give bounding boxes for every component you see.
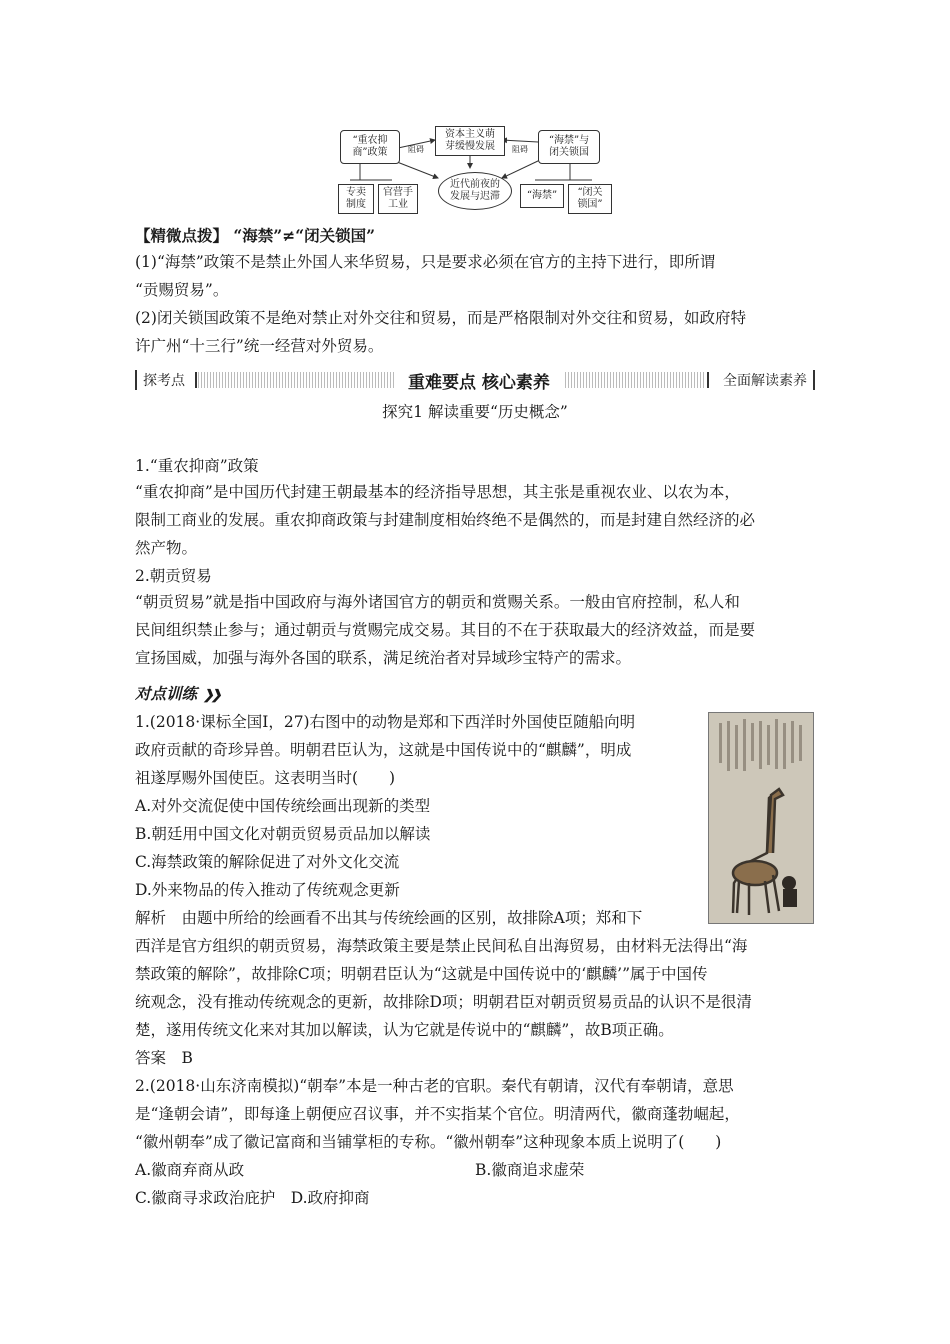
question-2-option-a: A.徽商弃商从政 (135, 1161, 245, 1179)
training-heading (135, 684, 219, 706)
question-1-line-b: 政府贡献的奇珍异兽。明朝君臣认为，这就是中国传说中的“麒麟”，明成 (135, 741, 632, 759)
explore-p2a: “朝贡贸易”就是指中国政府与海外诸国官方的朝贡和赏赐关系。一般由官府控制，私人和 (135, 593, 740, 611)
concept-diagram (330, 120, 620, 220)
question-1-option-d: D.外来物品的传入推动了传统观念更新 (135, 881, 400, 899)
explore-p2c: 宣扬国威，加强与海外各国的联系，满足统治者对异域珍宝特产的需求。 (135, 649, 632, 667)
question-1-line-c: 祖遂厚赐外国使臣。这表明当时( ) (135, 769, 396, 787)
explore-p1c: 然产物。 (135, 539, 198, 557)
explore-p2b: 民间组织禁止参与；通过朝贡与赏赐完成交易。其目的不在于获取最大的经济效益，而是要 (135, 621, 756, 639)
training-heading-text: 对点训练 (135, 684, 198, 703)
question-2-option-c-d: C.徽商寻求政治庇护 D.政府抑商 (135, 1189, 370, 1207)
analysis-1-line-b: 西洋是官方组织的朝贡贸易，海禁政策主要是禁止民间私自出海贸易，由材料无法得出“海 (135, 937, 748, 955)
box-handicraft: 官营手 工业 (378, 184, 418, 214)
question-2-option-b: B.徽商追求虚荣 (475, 1161, 585, 1179)
banner-center-title: 重难要点 核心素养 (400, 368, 558, 393)
tip-paragraph-1b: “贡赐贸易”。 (135, 281, 229, 299)
banner-right-label: 全面解读素养 (723, 370, 815, 390)
question-2-line-b: 是“逢朝会请”，即每逢上朝便应召议事，并不实指某个官位。明清两代，徽商蓬勃崛起， (135, 1105, 740, 1123)
explore-heading-2: 2.朝贡贸易 (135, 567, 212, 585)
question-1-option-b: B.朝廷用中国文化对朝贡贸易贡品加以解读 (135, 825, 431, 843)
banner-dotted-bar-right (565, 372, 705, 388)
box-haijin-closed: “海禁”与 闭关锁国 (538, 130, 600, 164)
explore-title: 探究1 解读重要“历史概念” (382, 403, 568, 421)
box-monopoly: 专卖 制度 (338, 184, 374, 214)
analysis-1-line-d: 统观念，没有推动传统观念的更新，故排除D项；明朝君臣对朝贡贸易贡品的认识不是很清 (135, 993, 752, 1011)
question-2-line-a: 2.(2018·山东济南模拟)“朝奉”本是一种古老的官职。秦代有朝请，汉代有奉朝请，意思 (135, 1077, 734, 1095)
box-center-development: 近代前夜的 发展与迟滞 (438, 172, 512, 210)
box-haijin: “海禁” (520, 184, 564, 208)
banner-dotted-bar-left (195, 372, 395, 388)
analysis-1-line-c: 禁政策的解除”，故排除C项；明朝君臣认为“这就是中国传说中的‘麒麟’”属于中国传 (135, 965, 708, 983)
label-hinder-left: 阻碍 (408, 145, 424, 154)
banner-separator-left (195, 372, 197, 388)
banner-left-label: 探考点 (135, 370, 185, 390)
tip-paragraph-2b: 许广州“十三行”统一经营对外贸易。 (135, 337, 384, 355)
tip-paragraph-1a: (1)“海禁”政策不是禁止外国人来华贸易，只是要求必须在官方的主持下进行，即所谓 (135, 253, 716, 271)
question-2-line-c: “徽州朝奉”成了徽记富商和当铺掌柜的专称。“徽州朝奉”这种现象本质上说明了( ) (135, 1133, 722, 1151)
box-capitalism: 资本主义萌 芽缓慢发展 (435, 126, 505, 156)
banner-separator-right (707, 372, 709, 388)
question-1-option-a: A.对外交流促使中国传统绘画出现新的类型 (135, 797, 431, 815)
question-1-line-a: 1.(2018·课标全国Ⅰ，27)右图中的动物是郑和下西洋时外国使臣随船向明 (135, 713, 636, 731)
question-1-option-c: C.海禁政策的解除促进了对外文化交流 (135, 853, 400, 871)
double-chevron-icon: ❯❯ (203, 688, 219, 703)
tip-title: 【精微点拨】 “海禁”≠“闭关锁国” (135, 226, 376, 245)
answer-1: 答案 B (135, 1049, 193, 1067)
section-banner (135, 368, 815, 392)
explore-p1b: 限制工商业的发展。重农抑商政策与封建制度相始终绝不是偶然的，而是封建自然经济的必 (135, 511, 756, 529)
tip-paragraph-2a: (2)闭关锁国政策不是绝对禁止对外交往和贸易，而是严格限制对外交往和贸易，如政府特 (135, 309, 746, 327)
analysis-1-line-e: 楚，遂用传统文化来对其加以解读，认为它就是传说中的“麒麟”，故B项正确。 (135, 1021, 674, 1039)
box-zhongnong-policy: “重农抑 商”政策 (340, 130, 400, 164)
box-closed-country: “闭关 锁国” (568, 184, 612, 214)
explore-p1a: “重农抑商”是中国历代封建王朝最基本的经济指导思想，其主张是重视农业、以农为本， (135, 483, 740, 501)
explore-heading-1: 1.“重农抑商”政策 (135, 457, 259, 475)
label-hinder-right: 阻碍 (512, 145, 528, 154)
analysis-1-line-a: 解析 由题中所给的绘画看不出其与传统绘画的区别，故排除A项；郑和下 (135, 909, 643, 927)
giraffe-illustration (709, 713, 813, 923)
giraffe-painting-image (708, 712, 814, 924)
